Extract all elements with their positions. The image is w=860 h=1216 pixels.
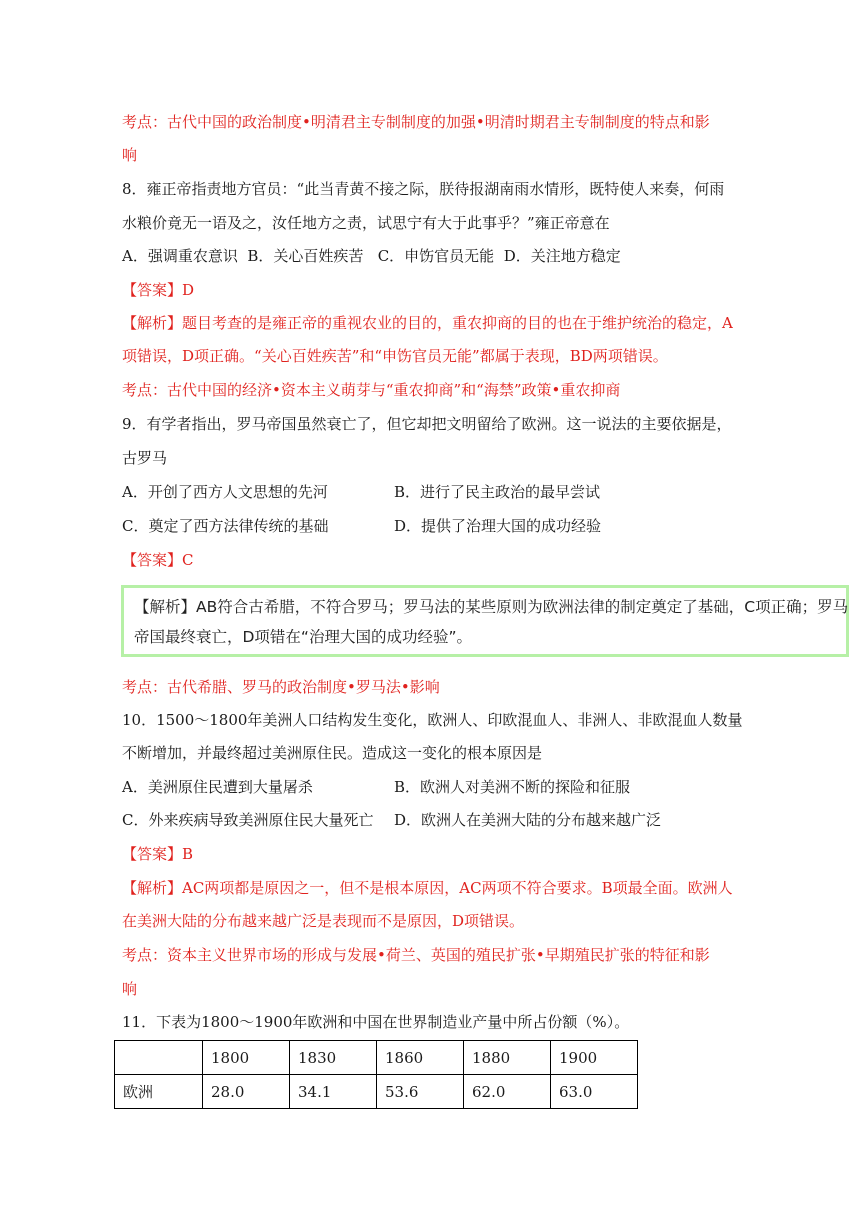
q11-table (114, 1040, 638, 1109)
q10-option-a: A．美洲原住民遭到大量屠杀 (122, 778, 313, 796)
table-cell: 63.0 (551, 1075, 638, 1109)
q7-kaodian-line1: 考点：古代中国的政治制度•明清君主专制制度的加强•明清时期君主专制制度的特点和影 (122, 113, 710, 131)
q10-stem-line1: 10．1500～1800年美洲人口结构发生变化，欧洲人、印欧混血人、非洲人、非欧混血人数量 (122, 711, 743, 729)
q8-analysis-line2: 项错误，D项正确。“关心百姓疾苦”和“申饬官员无能”都属于表现，BD两项错误。 (122, 347, 668, 365)
q10-analysis-line1: 【解析】AC两项都是原因之一，但不是根本原因，AC两项不符合要求。B项最全面。欧洲人 (122, 879, 733, 897)
q10-option-b: B．欧洲人对美洲不断的探险和征服 (394, 778, 631, 796)
table-row (115, 1075, 638, 1109)
q9-option-c: C．奠定了西方法律传统的基础 (122, 517, 329, 535)
q8-analysis-line1 (122, 313, 733, 333)
table-cell (115, 1041, 203, 1075)
q9-option-d: D．提供了治理大国的成功经验 (394, 517, 602, 535)
q9-stem-line2: 古罗马 (122, 449, 168, 467)
q7-kaodian-line2: 响 (122, 146, 138, 164)
q9-kaodian: 考点：古代希腊、罗马的政治制度•罗马法•影响 (122, 678, 440, 696)
table-cell: 欧洲 (115, 1075, 203, 1109)
q8-stem-line2: 水粮价竟无一语及之，汝任地方之责，试思宁有大于此事乎？”雍正帝意在 (122, 214, 610, 232)
q10-stem-line2: 不断增加，并最终超过美洲原住民。造成这一变化的根本原因是 (122, 744, 543, 762)
table-cell: 1880 (464, 1041, 551, 1075)
q10-option-c: C．外来疾病导致美洲原住民大量死亡 (122, 811, 374, 829)
table-cell: 1860 (377, 1041, 464, 1075)
q8-analysis-label: 【解析】 (122, 314, 183, 332)
q10-kaodian-line2: 响 (122, 980, 138, 998)
q9-analysis-image-line2: 帝国最终衰亡，D项错在“治理大国的成功经验”。 (134, 628, 472, 646)
table-cell: 62.0 (464, 1075, 551, 1109)
q10-answer: 【答案】B (122, 845, 194, 863)
q9-option-a: A．开创了西方人文思想的先河 (122, 483, 328, 501)
table-cell: 1900 (551, 1041, 638, 1075)
q10-kaodian-line1: 考点：资本主义世界市场的形成与发展•荷兰、英国的殖民扩张•早期殖民扩张的特征和影 (122, 946, 710, 964)
q10-analysis-line2: 在美洲大陆的分布越来越广泛是表现而不是原因，D项错误。 (122, 912, 525, 930)
q9-analysis-image-line1: 【解析】AB符合古希腊，不符合罗马；罗马法的某些原则为欧洲法律的制定奠定了基础，C项正确；罗马 (134, 598, 849, 616)
table-row (115, 1041, 638, 1075)
q10-option-d: D．欧洲人在美洲大陆的分布越来越广泛 (394, 811, 662, 829)
q8-answer: 【答案】D (122, 281, 195, 299)
table-cell: 1830 (290, 1041, 377, 1075)
q8-kaodian: 考点：古代中国的经济•资本主义萌芽与“重农抑商”和“海禁”政策•重农抑商 (122, 381, 621, 399)
q9-analysis-image (121, 585, 849, 657)
q8-options: A．强调重农意识 B．关心百姓疾苦 C．申饬官员无能 D．关注地方稳定 (122, 247, 621, 265)
q8-stem-line1: 8．雍正帝指责地方官员：“此当青黄不接之际，朕待报湖南雨水情形，既特使人来奏，何雨 (122, 180, 725, 198)
table-cell: 34.1 (290, 1075, 377, 1109)
q9-stem-line1: 9．有学者指出，罗马帝国虽然衰亡了，但它却把文明留给了欧洲。这一说法的主要依据是， (122, 415, 732, 433)
q9-option-b: B．进行了民主政治的最早尝试 (394, 483, 601, 501)
table-cell: 53.6 (377, 1075, 464, 1109)
q11-stem: 11．下表为1800～1900年欧洲和中国在世界制造业产量中所占份额（%）。 (122, 1013, 630, 1031)
q9-answer: 【答案】C (122, 551, 194, 569)
table-cell: 1800 (203, 1041, 290, 1075)
q8-analysis-text: 题目考查的是雍正帝的重视农业的目的，重农抑商的目的也在于维护统治的稳定，A (182, 314, 733, 332)
table-cell: 28.0 (203, 1075, 290, 1109)
